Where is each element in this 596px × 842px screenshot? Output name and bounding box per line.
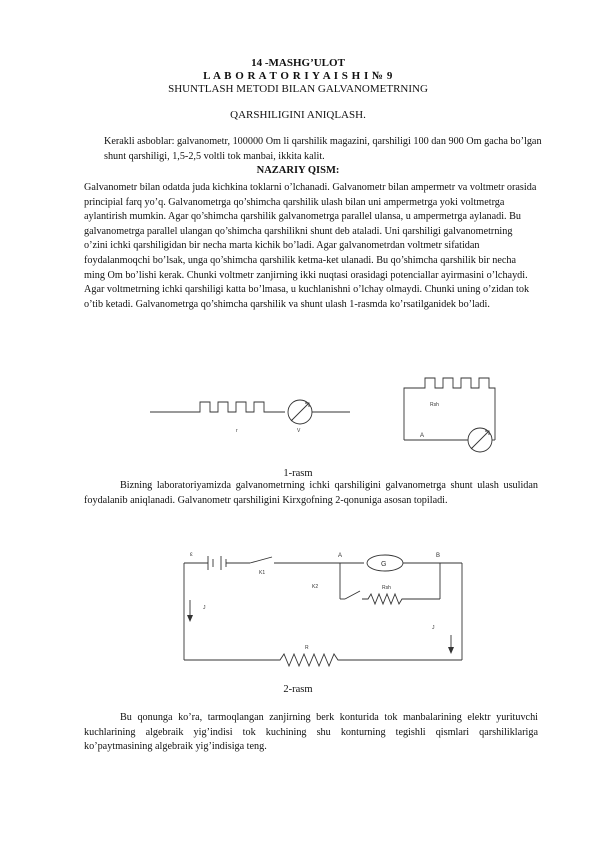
label-k2: K2 — [312, 584, 319, 590]
equipment-list: Kerakli asboblar: galvanometr, 100000 Om li qarshilik magazini, qarshiligi 100 dan 900 Om gacha bo’lgan shunt qarshiligi, 1,5-2,5 voltli tok manbai, ikkita kalit. — [104, 136, 542, 162]
label-k1: K1 — [259, 570, 266, 576]
lab-topic-line1: SHUNTLASH METODI BILAN GALVANOMETRNING — [168, 83, 428, 95]
label-a: A — [420, 433, 425, 439]
label-node-a: A — [338, 553, 343, 559]
switch-k1-icon — [250, 557, 272, 563]
label-rsh2: Rsh — [382, 585, 391, 591]
section-title: NAZARIY QISM: — [256, 165, 340, 176]
theory-paragraph: Galvanometr bilan odatda juda kichkina toklarni o’lchanadi. Galvanometr bilan ampermetr va voltmetr orasida principial farq yo’q. Galvanometrga qo’shimcha qarshilik ulash bilan uni ampermetrga yoki voltmetrga aylantirish mumkin. Agar qo’shimcha qarshilik galvanometrga parallel ulansa, u ampermetrga aylanadi. Bu galvanometrga parallel ulangan qo’shimcha qarshilikni shunt deb ataladi. Uni qarshiligi galvanometrning o’zini ichki qarshiligidan bir necha marta kichik bo’ladi. Agar galvanometrdan voltmetr sifatidan foydalanmoqchi bo’lsak, unga qo’shimcha qarshilik ketma-ket ulanadi. Bu qo’shimcha qarshilik bir necha ming Om bo’lishi kerak. Chunki voltmetr zanjirning ikki nuqtasi orasidagi potenciallar ayirmasini o’lchaydi. Agar voltmetrning ichki qarshiligi katta bo’lmasa, u kuchlanishni o’lchay olmaydi. Chunki uning o’zidan tok o’tib ketadi. Galvanometrga qo’shimcha qarshilik va shunt ulash 1-rasmda ko’rsatilganidek bo’ladi. — [84, 182, 537, 310]
label-j-right: J — [432, 625, 435, 631]
label-r2: R — [305, 645, 309, 651]
resistor-r-icon — [184, 654, 462, 666]
label-rsh: Rsh — [430, 402, 439, 408]
shunt-resistor-icon — [362, 594, 440, 604]
current-arrow-left-icon — [187, 615, 193, 622]
label-node-b: B — [436, 553, 441, 559]
label-emf: ε — [190, 552, 193, 558]
lesson-number: 14 -MASHG’ULOT — [251, 57, 345, 69]
figure-1-caption: 1-rasm — [283, 468, 313, 479]
current-arrow-right-icon — [448, 647, 454, 654]
figure-2-circuit — [0, 545, 596, 675]
method-paragraph: Bizning laboratoriyamizda galvanometrning ichki qarshiligini galvanometrga shunt ulash usulidan foydalanib aniqlanadi. Galvanometr qarshiligini Kirxgofning 2-qonuniga asosan topiladi. — [84, 480, 538, 506]
switch-k2-icon — [345, 591, 360, 599]
label-g: G — [381, 561, 387, 568]
lab-topic-line2: QARSHILIGINI ANIQLASH. — [230, 109, 366, 121]
label-j-left: J — [203, 605, 206, 611]
lab-work-title: L A B O R A T O R I Y A I S H I № 9 — [203, 70, 393, 82]
kirchhoff-paragraph: Bu qonunga ko’ra, tarmoqlangan zanjirning berk konturida tok manbalarining elektr yurituvchi kuchlarining algebraik yig’indisi tok kuchining shu konturning tegishli qismlari qarshiliklariga ko’paytmasining algebraik yig’indisiga teng. — [84, 712, 538, 753]
figure-2-caption: 2-rasm — [283, 684, 313, 695]
series-resistor-voltmeter-diagram — [150, 400, 350, 424]
shunt-ammeter-diagram — [404, 378, 495, 452]
figure-1-circuits — [0, 370, 596, 470]
label-r: r — [236, 428, 238, 434]
label-v: V — [297, 428, 301, 434]
